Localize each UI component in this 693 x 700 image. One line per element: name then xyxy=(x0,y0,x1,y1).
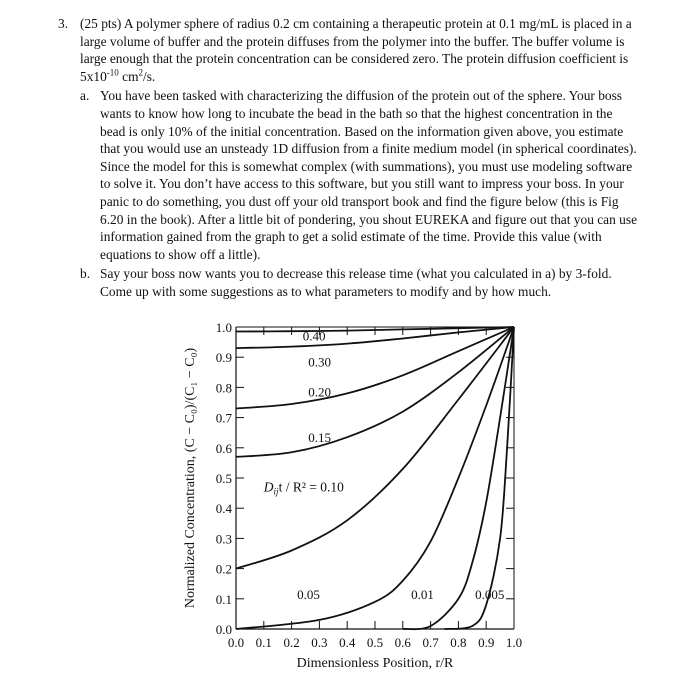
x-tick-label: 0.7 xyxy=(422,635,439,650)
y-tick-label: 0.2 xyxy=(215,561,232,577)
x-tick-label: 0.9 xyxy=(478,635,495,650)
question-intro: (25 pts) A polymer sphere of radius 0.2 cm containing a therapeutic protein at 0.1 mg/mL is placed in a large volume of buffer and the protein diffuses from the polymer into the buffer. The buffer volume is large enough that the protein concentration can be considered zero. The protein diffusion coefficient is $5x10^{-10}$ $cm^2/s$. xyxy=(80,16,632,84)
curve-0-20 xyxy=(236,327,514,409)
curve-label-0-05: 0.05 xyxy=(297,586,320,602)
curve-label-0-40: 0.40 xyxy=(302,328,326,344)
curve-label-0-10: $D_{ij}t / R^2 = 0.10$ xyxy=(263,479,344,497)
curve-0-05 xyxy=(236,327,514,629)
y-tick-label: 0.4 xyxy=(215,501,232,517)
y-tick-label: 0.6 xyxy=(215,440,232,456)
x-tick-label: 0.6 xyxy=(394,635,411,650)
x-tick-label: 0.1 xyxy=(255,635,272,650)
curve-label-0-01: 0.01 xyxy=(411,586,434,602)
part-b-letter: b. xyxy=(80,266,91,282)
y-tick-label: 0.7 xyxy=(215,410,232,426)
x-tick-label: 0.8 xyxy=(450,635,467,650)
curve-label-0-15: 0.15 xyxy=(308,429,332,445)
x-tick-label: 0.3 xyxy=(311,635,328,650)
y-tick-label: 1.0 xyxy=(215,320,232,335)
part-a-letter: a. xyxy=(80,88,90,104)
curve-label-0-005: 0.005 xyxy=(475,586,505,602)
y-tick-label: 0.5 xyxy=(215,471,232,486)
x-tick-label: 0.0 xyxy=(227,635,245,650)
part-a-text: You have been tasked with characterizing the diffusion of the protein out of the sphere. Your boss wants to know how long to incubate the bead in the bath so that the highest concentration in the bead is only 10% of the initial concentration. Based on the information given above, you estimate that you would use an unsteady 1D diffusion from a finite medium model (in spherical coordinates). Since the model for this is somewhat complex (with summations), you must use modeling software to solve it. You don’t have access to this software, but you still want to impress your boss. In your panic to do something, you dust off your old transport book and find the figure below (this is Fig 6.20 in the book). After a little bit of pondering, you shout EUREKA and figure out that you can use information gained from the graph to get a solid estimate of the time. Provide this value (with equations to show off a little). xyxy=(100,88,638,262)
curve-0-10 xyxy=(236,327,514,569)
x-tick-label: 0.5 xyxy=(366,635,384,650)
question-number: 3. xyxy=(58,16,69,31)
x-tick-label: 0.4 xyxy=(339,635,356,650)
curve-label-0-20: 0.20 xyxy=(308,384,332,400)
y-tick-label: 0.1 xyxy=(215,591,232,607)
y-tick-label: 0.3 xyxy=(215,531,232,547)
y-tick-label: 0.0 xyxy=(215,622,232,637)
part-b-text: Say your boss now wants you to decrease this release time (what you calculated in a) by 3-fold. Come up with some suggestions as to what parameters to modify and by how much. xyxy=(100,266,612,299)
curve-label-0-30: 0.30 xyxy=(308,354,332,370)
x-tick-label: 0.2 xyxy=(283,635,300,650)
x-axis-label: Dimensionless Position, r/R xyxy=(296,656,454,671)
y-axis-label: Normalized Concentration, (C − C₀)/(C₁ − C₀) xyxy=(183,347,198,609)
y-tick-label: 0.8 xyxy=(215,380,232,396)
y-tick-label: 0.9 xyxy=(215,350,232,366)
x-tick-label: 1.0 xyxy=(505,635,523,650)
